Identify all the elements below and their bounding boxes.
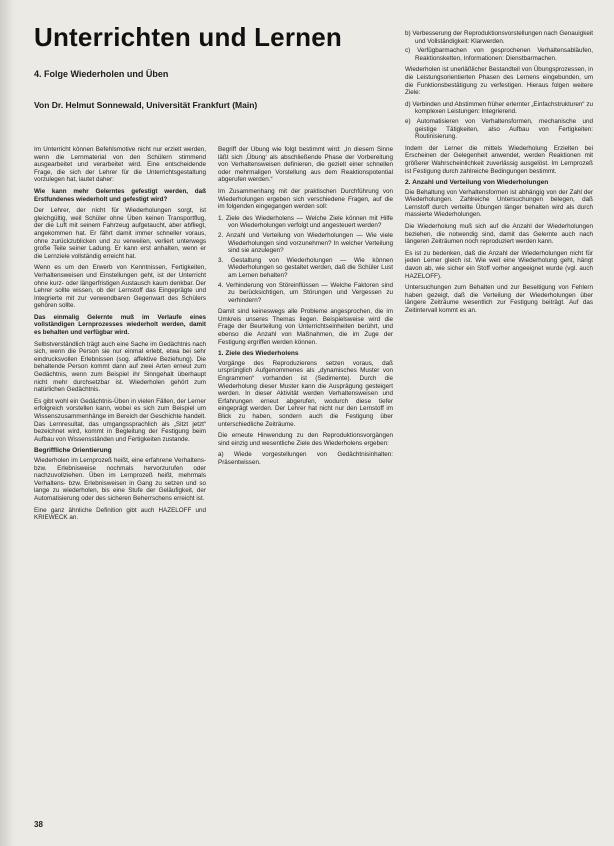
article-subtitle: 4. Folge Wiederholen und Üben	[34, 69, 169, 79]
paragraph: a) Wiede vorgestellungen von Gedächtnisinhalten: Präsentwissen.	[218, 451, 393, 466]
list-item: c) Verfügbarmachen von gesprochenen Verhaltensabläufen, Reaktionsketten, Informationen: Dienstbarmachen.	[405, 47, 593, 62]
text-column-3	[405, 30, 593, 830]
bold-question: Wie kann mehr Gelerntes gefestigt werden, daß Erstfundenes wiederholt und gefestigt wird?	[34, 187, 206, 203]
question-list	[218, 215, 393, 305]
paragraph: Es ist zu bedenken, daß die Anzahl der Wiederholungen nicht für jeden Lerner gleich ist. Wie weit eine Wiederholung geht, hängt davon ab, wie sicher ein Stoff vorher angeeignet wurde (vgl. auch HAZELOFF).	[405, 249, 593, 280]
list-item: d) Verbinden und Abstimmen früher erlernter „Einfachstrukturen“ zu komplexen Leistungen: Integrierend.	[405, 100, 593, 116]
section-heading: 1. Ziele des Wiederholens	[218, 350, 299, 358]
paragraph: Vorgänge des Reproduzierens setzen voraus, daß ursprünglich Aufgenommenes als „dynamisches Muster von Engrammen“ vorhanden ist (Sedimente). Durch die Wiederholung dieser Muster kann die Ausprägung gesteigert werden. In dieser Aktivität werden Verhaltensweisen und Erfahrungen erneut abgerufen, wodurch diese tiefer eingeprägt werden. Der Lehrer hat nicht nur den Lernstoff im Blick zu haben, sondern auch die Festigung über unterschiedliche Zeiträume.	[218, 359, 393, 428]
paragraph: Eine ganz ähnliche Definition gibt auch HAZELOFF und KRIEWECK an.	[34, 506, 206, 522]
paragraph: Wenn es um den Erwerb von Kenntnissen, Fertigkeiten, Verhaltensweisen und Einstellungen geht, ist der Unterricht ohne kurz- oder längerfristigen Austausch kaum denkbar. Der Lehrer sollte wissen, ob der Lernstoff das Eingeprägte und Integrierte mit zur verwendbaren Gegenwart des Schülers gehören sollte.	[34, 264, 206, 310]
paragraph: Die Wiederholung muß sich auf die Anzahl der Wiederholungen beziehen, die notwendig sind, damit das Gelernte auch nach längeren Zeiträumen noch reproduziert werden kann.	[405, 223, 593, 246]
paragraph: Damit sind keineswegs alle Probleme angesprochen, die im Umkreis unseres Themas liegen. Beispielsweise wird die Frage der Beurteilung von Unterrichtseinheiten berührt, und ebenso die Anzahl von Maßnahmen, die im Zuge der Festigung ergriffen werden können.	[218, 308, 393, 346]
paragraph: Begriff der Übung wie folgt bestimmt wird: „In diesem Sinne läßt sich ‚Übung‘ als abschließende Phase der Vorbereitung von Verhaltensweisen definieren, die gezielt einer schnellen oder mehrmaligen Vorstellung aus dem Reaktionspotential abgerufen werden.“	[218, 146, 393, 184]
paragraph: Die Behaltung von Verhaltensformen ist abhängig von der Zahl der Wiederholungen. Zahlreiche Untersuchungen belegen, daß Lernstoff durch verteilte Übungen länger behalten wird als durch massierte Wiederholungen.	[405, 188, 593, 219]
list-item: e) Automatisieren von Verhaltensformen, mechanische und geistige Tätigkeiten, also Aufbau von Fertigkeiten: Routinisierung.	[405, 117, 593, 141]
page-edge-shadow	[0, 0, 14, 846]
goal-list	[405, 30, 593, 62]
paragraph: Selbstverständlich trägt auch eine Sache im Gedächtnis nach sich, wenn die Person sie nur einmal erlebt, etwa bei sehr eindrucksvollen Erlebnissen (sog. affektive Beziehung). Die behaltende Person kommt dann auf zwei Arten erneut zum Gedächtnis, wenn zum Beispiel ihr Sinngehalt überhaupt nicht mehr durchsetzbar ist. Wiederholen gehört zum natürlichen Gedächtnis.	[34, 340, 206, 394]
text-column-2	[218, 146, 393, 826]
page-number: 38	[34, 820, 43, 829]
section-heading: 2. Anzahl und Verteilung von Wiederholungen	[405, 179, 549, 187]
paragraph: Im Zusammenhang mit der praktischen Durchführung von Wiederholungen ergeben sich verschiedene Fragen, auf die im folgenden eingegangen werden soll:	[218, 187, 393, 211]
list-item: 2. Anzahl und Verteilung von Wiederholungen — Wie viele Wiederholungen sind vorzunehmen? In welcher Verteilung sind sie anzulegen?	[218, 231, 393, 255]
text-column-1	[34, 146, 206, 826]
author-byline: Von Dr. Helmut Sonnewald, Universität Frankfurt (Main)	[34, 100, 258, 110]
list-item: 1. Ziele des Wiederholens — Welche Ziele können mit Hilfe von Wiederholungen verfolgt und angesteuert werden?	[218, 214, 393, 230]
section-heading: Begriffliche Orientierung	[34, 447, 112, 455]
bold-statement: Das einmalig Gelernte muß im Verlaufe eines vollständigen Lernprozesses wiederholt werden, damit es behalten und verfügbar wird.	[34, 313, 206, 337]
paragraph: Der Lehrer, der nicht für Wiederholungen sorgt, ist gleichgültig, weil Schüler ohne Üben keinen Transportflug, der die Luft mit seinem Fahrzeug aufgetaucht, aber abfliegt, angekommen hat. Er fährt damit immer schneller voraus, ohne zurückzublicken und zu verweilen, verliert unterwegs große Teile seiner Ladung. Er kann erst anhalten, wenn er die Lernziele vollständig erreicht hat.	[34, 207, 206, 260]
paragraph: Es gibt wohl ein Gedächtnis-Üben in vielen Fällen, der Lerner erfolgreich vorstellen kann, wobei es sich zum Beispiel um Wissenszusammenhänge im Bereich der Geschichte handelt. Das Lernresultat, das umgangssprachlich als „Sitzt jetzt“ bezeichnet wird, kommt in Begleitung der Festigung beim Aufbau von Wissensständen und Fertigkeiten zustande.	[34, 397, 206, 443]
paragraph: Wiederholen im Lernprozeß heißt, eine erfahrene Verhaltens- bzw. Erlebnisweise nochmals hervorzurufen oder nachzuvollziehen. Üben im Lernprozeß heißt, mehrmals Verhaltens- bzw. Erlebnisweisen in Gang zu setzen und so lange zu wiederholen, bis eine Stufe der Geläufigkeit, der Automatisierung oder des sicheren Beherrschens erreicht ist.	[34, 456, 206, 502]
paragraph: Untersuchungen zum Behalten und zur Beseitigung von Fehlern haben gezeigt, daß die Verteilung der Wiederholungen über längere Zeiträume wesentlich zur Festigung beiträgt. Auf das Zeitintervall kommt es an.	[405, 284, 593, 314]
paragraph: Die erneute Hinwendung zu den Reproduktionsvorgängen sind einzig und wesentliche Ziele des Wiederholens ergeben:	[218, 432, 393, 447]
article-title: Unterrichten und Lernen	[34, 22, 342, 52]
paragraph: Im Unterricht können Befehlsmotive nicht nur erzielt werden, wenn die Lernmaterial von den Schülern stimmend ausgearbeitet und verarbeitet wird. Eine entscheidende Frage, die sich der Lehrer für die Unterrichtsgestaltung vorzulegen hat, lautet daher:	[34, 146, 206, 184]
goal-list-continued	[405, 101, 593, 141]
list-item: 4. Verhinderung von Störeinflüssen — Welche Faktoren sind zu berücksichtigen, um Störungen und Vergessen zu verhindern?	[218, 281, 393, 304]
paragraph: Wiederholen ist unerläßlicher Bestandteil von Übungsprozessen, in die Leistungsorientierten Phasen des Lernens eingebunden, um die Funktionsbestätigung zu verfestigen. Hieraus folgen weitere Ziele:	[405, 66, 593, 97]
paragraph: Indem der Lerner die mittels Wiederholung Erzielten bei Erscheinen der Gelegenheit anwendet, werden Reaktionen mit größerer Wahrscheinlichkeit zuverlässig ausgelöst. Im Lernprozeß ist Festigung durch zahlreiche Bedingungen bestimmt.	[405, 144, 593, 175]
list-item: b) Verbesserung der Reproduktionsvorstellungen nach Genauigkeit und Vollständigkeit: Klarwerden.	[405, 30, 593, 45]
list-item: 3. Gestaltung von Wiederholungen — Wie können Wiederholungen so gestaltet werden, daß die Schüler Lust am Lernen behalten?	[218, 256, 393, 279]
